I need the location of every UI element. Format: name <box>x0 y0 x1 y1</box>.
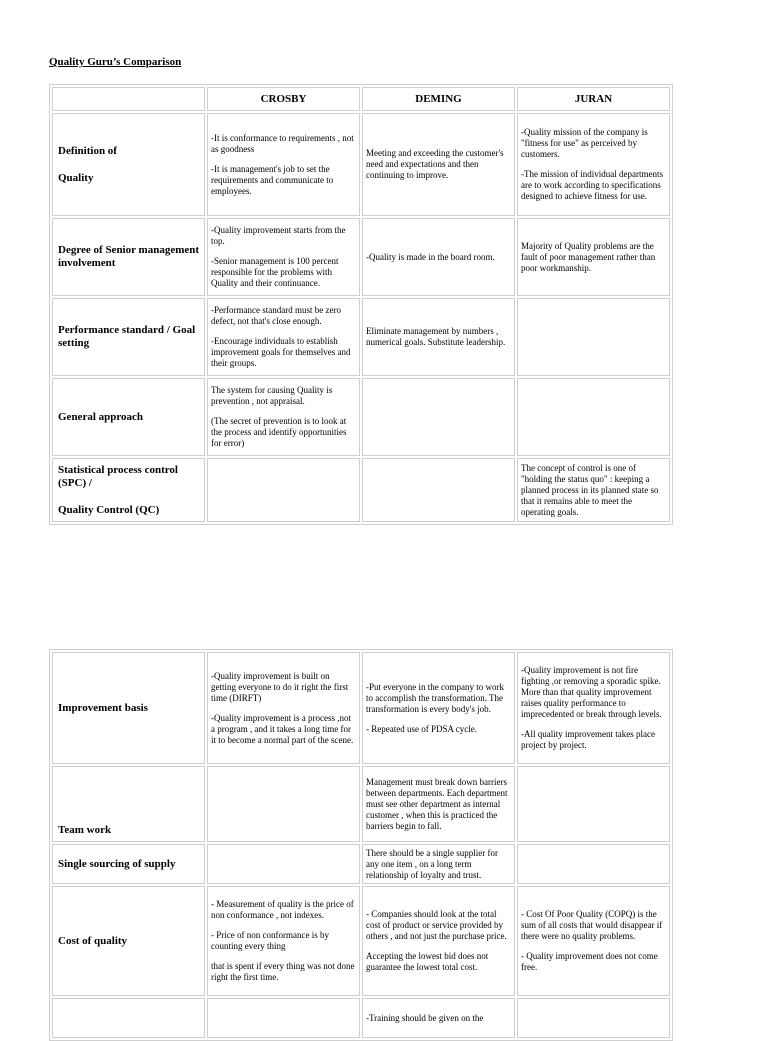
cell-paragraph: The system for causing Quality is prevention , not appraisal. <box>211 385 333 406</box>
cell-paragraph: -Senior management is 100 percent responsible for the problems with Quality and their continuance. <box>211 256 339 288</box>
juran-cell <box>517 458 670 522</box>
table-row <box>52 458 670 522</box>
deming-cell <box>362 998 515 1038</box>
juran-cell <box>517 378 670 456</box>
deming-cell <box>362 652 515 764</box>
table-row <box>52 998 670 1038</box>
table-row <box>52 378 670 456</box>
comparison-table-1 <box>49 84 673 525</box>
crosby-cell <box>207 886 360 996</box>
crosby-cell <box>207 766 360 842</box>
cell-paragraph: Meeting and exceeding the customer's need and expectations and then continuing to improve. <box>366 148 504 180</box>
row-label-cell <box>52 378 205 456</box>
crosby-cell <box>207 458 360 522</box>
row-label-text: Single sourcing of supply <box>58 857 176 870</box>
row-label-text: Team work <box>58 824 112 836</box>
table-row <box>52 218 670 296</box>
crosby-cell <box>207 113 360 216</box>
table-row <box>52 886 670 996</box>
cell-paragraph: -Put everyone in the company to work to accomplish the transformation. The transformation is every body's job. <box>366 681 504 714</box>
row-label-text: General approach <box>58 410 144 423</box>
cell-paragraph: -Quality is made in the board room. <box>366 251 495 262</box>
row-label-text: Cost of quality <box>58 934 128 947</box>
comparison-table-2 <box>49 649 673 1041</box>
row-label-text: Definition of <box>58 144 117 157</box>
row-label-cell <box>52 998 205 1038</box>
crosby-cell <box>207 218 360 296</box>
cell-paragraph: -Performance standard must be zero defect, not that's close enough. <box>211 305 341 326</box>
row-label-cell <box>52 844 205 884</box>
cell-paragraph: -Quality improvement is built on getting everyone to do it right the first time (DIRFT) <box>211 670 349 703</box>
row-label-text: Statistical process control (SPC) / <box>58 464 178 489</box>
table-row <box>52 298 670 376</box>
cell-paragraph: Management must break down barriers between departments. Each department must see other department as internal customer , when this is practiced the barriers begin to fall. <box>366 776 508 831</box>
cell-paragraph: (The secret of prevention is to look at the process and identify opportunities for error) <box>211 416 347 448</box>
deming-cell <box>362 218 515 296</box>
row-label-cell <box>52 458 205 522</box>
cell-paragraph: -Quality improvement is a process ,not a program , and it takes a long time for it to become a normal part of the scene. <box>211 712 354 745</box>
juran-cell <box>517 298 670 376</box>
header-juran: JURAN <box>517 87 670 111</box>
row-label-text: Degree of Senior management involvement <box>58 244 200 269</box>
cell-paragraph: -Quality improvement starts from the top. <box>211 225 346 246</box>
juran-cell <box>517 886 670 996</box>
cell-paragraph: -Quality improvement is not fire fighting ,or removing a sporadic spike. More than that quality improvement raises quality performance to imprecedented or break through levels. <box>521 665 662 719</box>
cell-paragraph: -Encourage individuals to establish improvement goals for themselves and their groups. <box>211 336 351 368</box>
table-row <box>52 766 670 842</box>
row-label-cell <box>52 766 205 842</box>
cell-paragraph: -Quality mission of the company is "fitness for use" as perceived by customers. <box>521 127 648 159</box>
cell-paragraph: Accepting the lowest bid does not guarantee the lowest total cost. <box>366 951 489 972</box>
row-label-text: Quality Control (QC) <box>58 504 160 516</box>
cell-paragraph: -It is conformance to requirements , not as goodness <box>211 132 354 154</box>
juran-cell <box>517 218 670 296</box>
deming-cell <box>362 844 515 884</box>
deming-cell <box>362 766 515 842</box>
crosby-cell <box>207 844 360 884</box>
cell-paragraph: - Price of non conformance is by counting every thing <box>211 930 329 951</box>
deming-cell <box>362 886 515 996</box>
table-row <box>52 652 670 764</box>
cell-paragraph: Majority of Quality problems are the fault of poor management rather than poor workmanship. <box>521 240 656 273</box>
header-row <box>52 87 670 111</box>
cell-paragraph: -All quality improvement takes place project by project. <box>521 729 655 750</box>
row-label-text: Improvement basis <box>58 701 148 714</box>
row-label-cell <box>52 652 205 764</box>
document-title: Quality Guru’s Comparison <box>49 56 182 68</box>
deming-cell <box>362 378 515 456</box>
deming-cell <box>362 458 515 522</box>
juran-cell <box>517 998 670 1038</box>
header-deming: DEMING <box>362 87 515 111</box>
cell-paragraph: that is spent if every thing was not done right the first time. <box>211 961 355 982</box>
crosby-cell <box>207 298 360 376</box>
deming-cell <box>362 298 515 376</box>
header-cell <box>52 87 205 111</box>
row-label-text: Performance standard / Goal setting <box>58 324 196 349</box>
row-label-cell <box>52 298 205 376</box>
cell-paragraph: - Companies should look at the total cost of product or service provided by others , and not just the purchase price. <box>366 909 507 941</box>
cell-paragraph: Eliminate management by numbers , numerical goals. Substitute leadership. <box>366 326 506 347</box>
cell-paragraph: -It is management's job to set the requirements and communicate to employees. <box>211 163 334 196</box>
table-row <box>52 113 670 216</box>
juran-cell <box>517 766 670 842</box>
juran-cell <box>517 844 670 884</box>
cell-paragraph: - Quality improvement does not come free. <box>521 951 658 972</box>
cell-paragraph: There should be a single supplier for any one item , on a long term relationship of loyalty and trust. <box>366 847 498 880</box>
juran-cell <box>517 113 670 216</box>
crosby-cell <box>207 378 360 456</box>
cell-paragraph: - Repeated use of PDSA cycle. <box>366 723 477 734</box>
row-label-cell <box>52 218 205 296</box>
crosby-cell <box>207 998 360 1038</box>
deming-cell <box>362 113 515 216</box>
juran-cell <box>517 652 670 764</box>
crosby-cell <box>207 652 360 764</box>
cell-paragraph: -Training should be given on the <box>366 1012 484 1023</box>
cell-paragraph: - Cost Of Poor Quality (COPQ) is the sum of all costs that would disappear if there were no quality problems. <box>521 909 663 941</box>
row-label-text: Quality <box>58 171 94 184</box>
row-label-cell <box>52 886 205 996</box>
cell-paragraph: - Measurement of quality is the price of non conformance , not indexes. <box>211 899 354 920</box>
header-crosby: CROSBY <box>207 87 360 111</box>
table-row <box>52 844 670 884</box>
row-label-cell <box>52 113 205 216</box>
cell-paragraph: -The mission of individual departments are to work according to specifications designed to achieve fitness for use. <box>521 169 663 201</box>
cell-paragraph: The concept of control is one of "holding the status quo" : keeping a planned process in its planned state so that it remains able to meet the operating goals. <box>521 462 659 517</box>
